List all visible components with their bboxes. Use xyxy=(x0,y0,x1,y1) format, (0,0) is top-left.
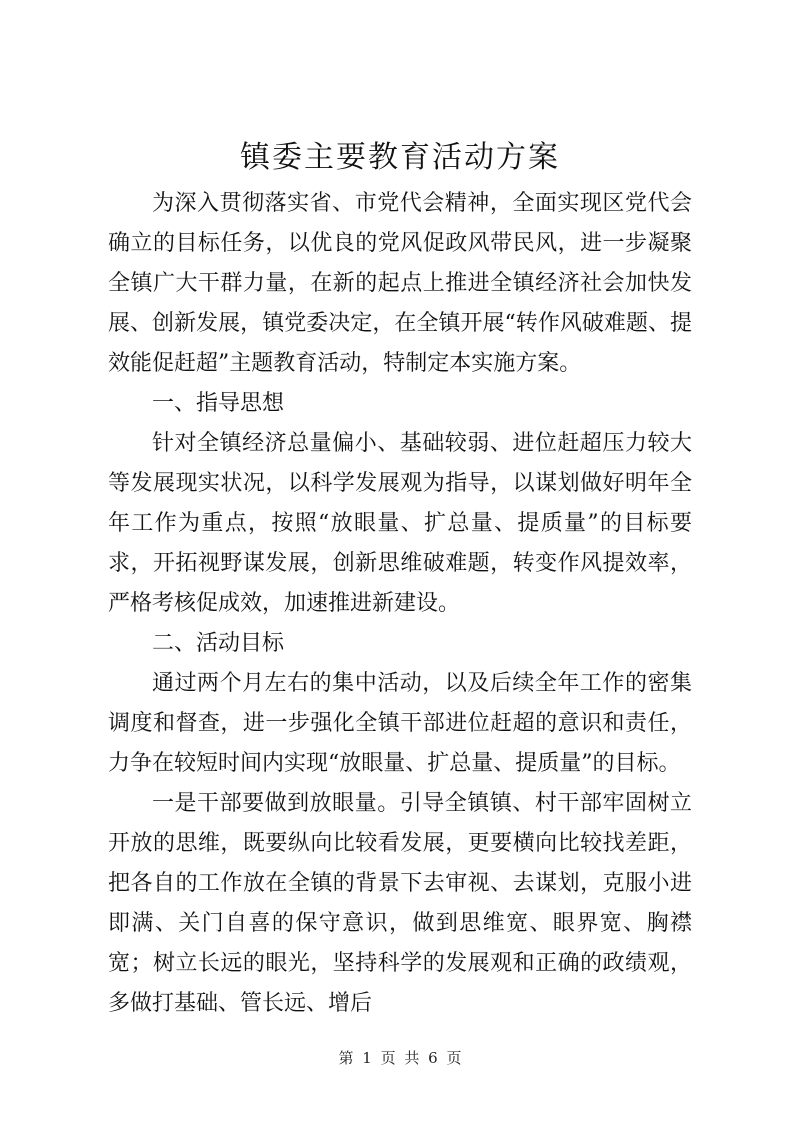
intro-paragraph: 为深入贯彻落实省、市党代会精神，全面实现区党代会确立的目标任务，以优良的党风促政风带民风，进一步凝聚全镇广大干群力量，在新的起点上推进全镇经济社会加快发展、创新发展，镇党委决定，在全镇开展“转作风破难题、提效能促赶超”主题教育活动，特制定本实施方案。 xyxy=(108,191,692,376)
section-heading-guiding-ideology: 一、指导思想 xyxy=(152,391,285,416)
page-footer: 第 1 页 共 6 页 xyxy=(338,1049,462,1067)
section-heading-activity-goals: 二、活动目标 xyxy=(152,631,285,656)
guiding-ideology-paragraph: 针对全镇经济总量偏小、基础较弱、进位赶超压力较大等发展现实状况，以科学发展观为指导，以谋划做好明年全年工作为重点，按照“放眼量、扩总量、提质量”的目标要求，开拓视野谋发展，创新思维破难题，转变作风提效率，严格考核促成效，加速推进新建设。 xyxy=(108,431,692,616)
goal-one-paragraph: 一是干部要做到放眼量。引导全镇镇、村干部牢固树立开放的思维，既要纵向比较看发展，更要横向比较找差距，把各自的工作放在全镇的背景下去审视、去谋划，克服小进即满、关门自喜的保守意识，做到思维宽、眼界宽、胸襟宽；树立长远的眼光，坚持科学的发展观和正确的政绩观，多做打基础、管长远、增后 xyxy=(108,791,692,1016)
document-body xyxy=(108,184,692,1024)
activity-goals-paragraph: 通过两个月左右的集中活动，以及后续全年工作的密集调度和督查，进一步强化全镇干部进位赶超的意识和责任，力争在较短时间内实现“放眼量、扩总量、提质量”的目标。 xyxy=(108,671,692,776)
document-title: 镇委主要教育活动方案 xyxy=(240,140,560,175)
